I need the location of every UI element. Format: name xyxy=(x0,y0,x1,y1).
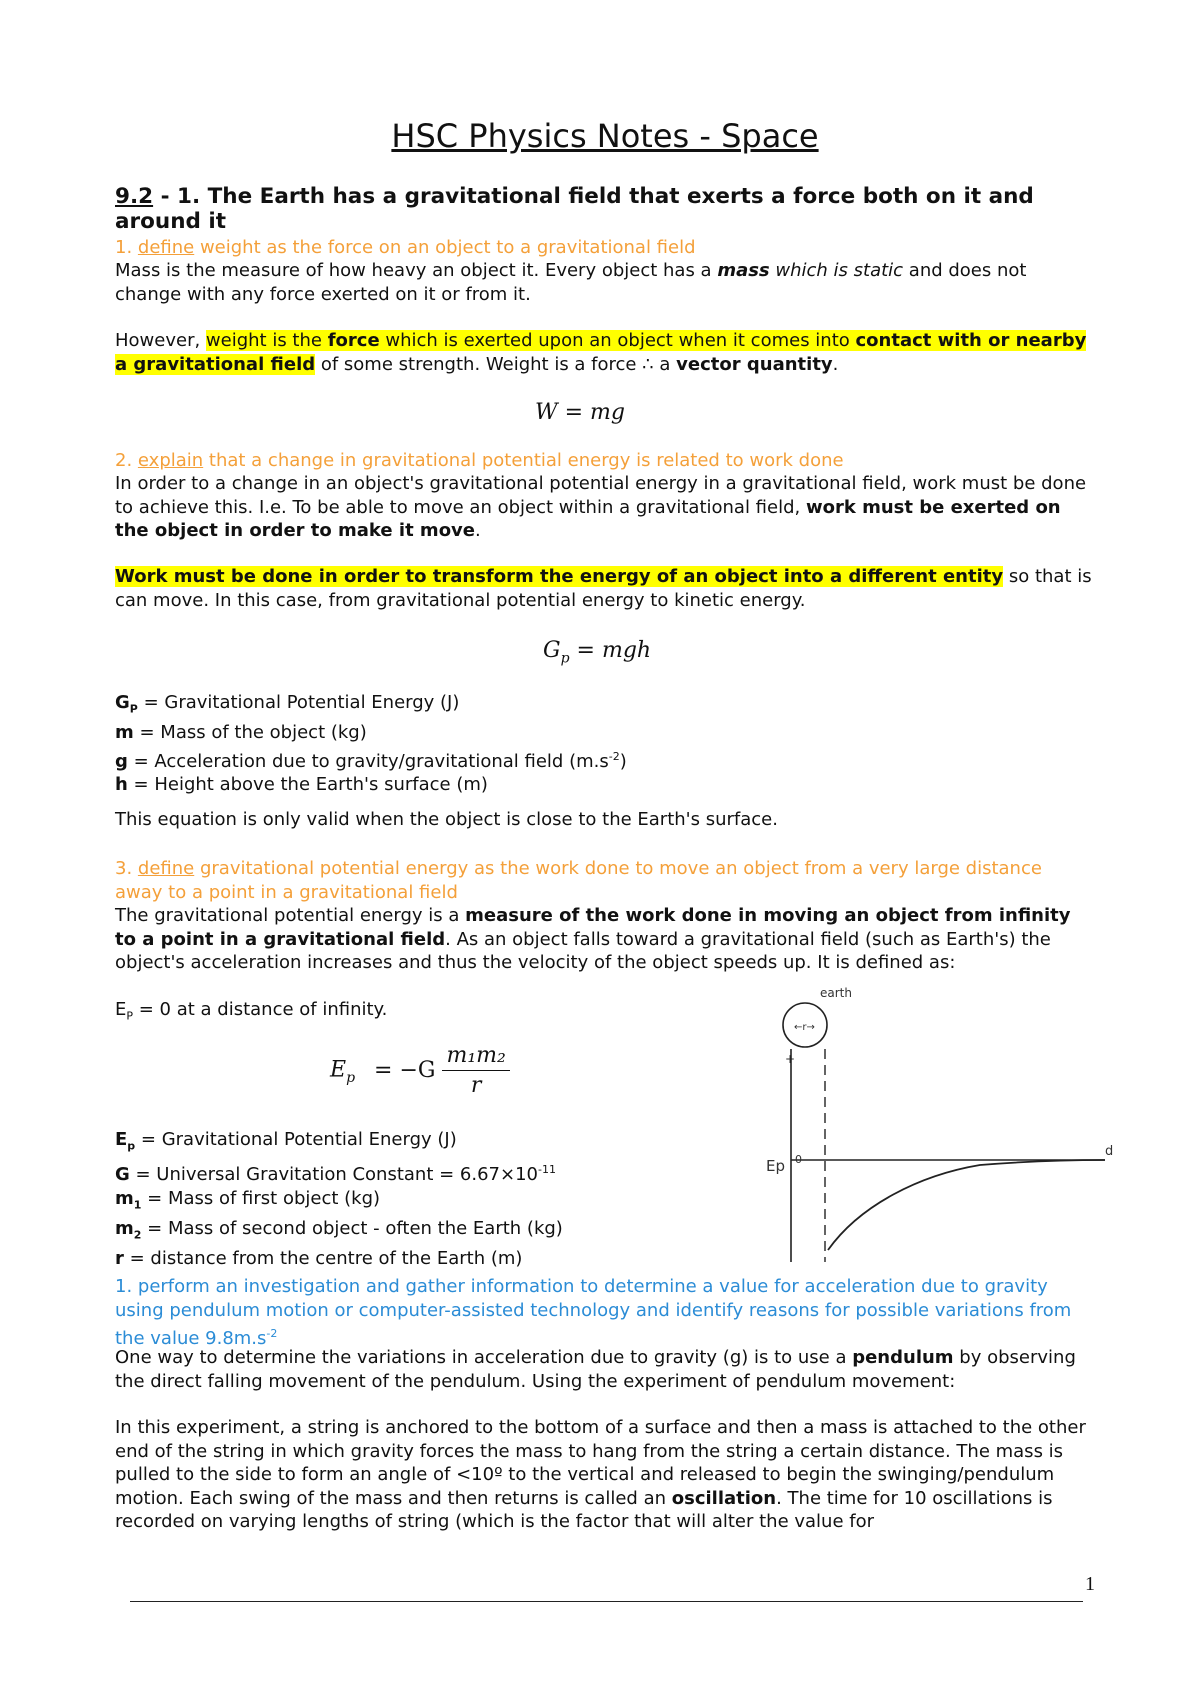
definition-item: g = Acceleration due to gravity/gravitational field $(m.s^{-2})$ xyxy=(115,749,627,772)
highlight: Work must be done in order to transform the energy of an object into a different entity xyxy=(115,566,1004,587)
section-heading-text: - 1. The Earth has a gravitational field that exerts a force both on it and around it xyxy=(115,184,1034,234)
keyword-define: define xyxy=(137,858,195,879)
definition-item: h = Height above the Earth's surface (m) xyxy=(115,774,488,796)
gpe-general-equation: $E_p = -G$ $\frac{\text{m₁m₂}}{r}$ xyxy=(330,1043,510,1098)
validity-note: This equation is only valid when the object is close to the Earth's surface. xyxy=(115,809,778,830)
keyword-explain: explain xyxy=(137,450,204,471)
section-number: 9.2 xyxy=(115,184,154,209)
potential-energy-curve xyxy=(828,1160,1105,1250)
graph-plus-label: + xyxy=(785,1052,796,1066)
keyword-define: define xyxy=(137,237,195,258)
page-number: 1 xyxy=(1085,1573,1095,1595)
gpe-general-definitions xyxy=(115,1128,675,1270)
investigation-heading: 1. perform an investigation and gather information to determine a value for acceleration due to gravity using pendulum motion or computer-assisted technology and identify reasons for possible variations from the value $9.8m.s^{-2}$ xyxy=(115,1276,1072,1349)
graph-zero-label: 0 xyxy=(795,1153,802,1166)
dotpoint-3-heading: 3. define gravitational potential energy as the work done to move an object from a very large distance away to a point in a gravitational field xyxy=(115,858,1042,903)
weight-equation: W = mg xyxy=(535,400,625,425)
work-paragraph: In order to a change in an object's gravitational potential energy in a gravitational field, work must be done to achieve this. I.e. To be able to move an object within a gravitational field, work must be exerted on the object in order to make it move. xyxy=(115,473,1087,541)
graph-earth-label: earth xyxy=(820,986,852,1000)
gpe-definition-paragraph: The gravitational potential energy is a measure of the work done in moving an object from infinity to a point in a gravitational field. As an object falls toward a gravitational field (such as Earth's) the object's acceleration increases and thus the velocity of the object speeds up. It is defined as: xyxy=(115,905,1071,973)
energy-transform-paragraph: Work must be done in order to transform the energy of an object into a different entity so that is can move. In this case, from gravitational potential energy to kinetic energy. xyxy=(115,566,1092,611)
definition-item: G = Universal Gravitation Constant = $6.67\times 10^{-11}$ xyxy=(115,1163,556,1186)
definition-item: m = Mass of the object (kg) xyxy=(115,722,367,744)
definition-item: r = distance from the centre of the Earth (m) xyxy=(115,1247,523,1269)
definition-item: $G_P$ = Gravitational Potential Energy (J) xyxy=(115,692,460,716)
definition-item: $E_p$ = Gravitational Potential Energy (J) xyxy=(115,1129,457,1153)
section-heading xyxy=(115,184,1095,234)
infinity-line: $E_P = 0$ at a distance of infinity. xyxy=(115,999,388,1023)
graph-r-label: ←r→ xyxy=(794,1022,815,1033)
graph-axis-label: Ep xyxy=(766,1157,785,1175)
graph-d-label: d xyxy=(1105,1144,1114,1159)
definition-item: $m_2$ = Mass of second object - often the Earth (kg) xyxy=(115,1217,563,1242)
footer-rule xyxy=(130,1601,1083,1602)
dotpoint-1-heading: 1. define weight as the force on an object to a gravitational field xyxy=(115,237,696,258)
dotpoint-2-heading: 2. explain that a change in gravitational potential energy is related to work done xyxy=(115,450,844,471)
weight-paragraph: However, weight is the force which is exerted upon an object when it comes into contact with or nearby a gravitational field of some strength. Weight is a force ∴ a vector quantity. xyxy=(115,330,1087,375)
gpe-definitions xyxy=(115,691,1095,797)
pendulum-method-paragraph: In this experiment, a string is anchored to the bottom of a surface and then a mass is attached to the other end of the string in which gravity forces the mass to hang from the string a certain distance. The mass is pulled to the side to form an angle of <10º to the vertical and released to begin the swinging/pendulum motion. Each swing of the mass and then returns is called an oscillation. The time for 10 oscillations is recorded on varying lengths of string (which is the factor that will alter the value for xyxy=(115,1417,1086,1532)
mass-paragraph: Mass is the measure of how heavy an object it. Every object has a mass which is static and does not change with any force exerted on it or from it. xyxy=(115,260,1027,305)
page-title: HSC Physics Notes - Space xyxy=(391,117,819,155)
highlight: weight is the force which is exerted upon an object when it comes into contact with or nearby a gravitational field xyxy=(115,330,1087,375)
pendulum-intro-paragraph: One way to determine the variations in acceleration due to gravity (g) is to use a pendulum by observing the direct falling movement of the pendulum. Using the experiment of pendulum movement: xyxy=(115,1347,1076,1392)
definition-item: $m_1$ = Mass of first object (kg) xyxy=(115,1187,381,1212)
fraction: $\frac{\text{m₁m₂}}{r}$ xyxy=(442,1043,509,1098)
gpe-graph-sketch xyxy=(720,985,1115,1265)
gpe-equation: $G_p$ = mgh xyxy=(543,638,652,667)
